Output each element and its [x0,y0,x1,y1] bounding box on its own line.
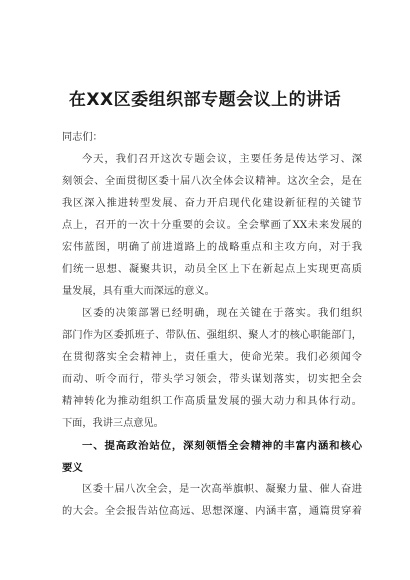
document-title: 在XX区委组织部专题会议上的讲话 [68,90,342,110]
paragraph-line: 区委的决策部署已经明确，现在关键在于落实。我们组织 [82,308,362,319]
paragraph-line: 们统一思想、凝聚共识，动员全区上下在新起点上实现更高质 [62,264,362,275]
salutation: 同志们： [62,132,103,143]
paragraph-line: 宏伟蓝图，明确了前进道路上的战略重点和主攻方向，对于我 [62,242,362,253]
paragraph-line: 今天，我们召开这次专题会议，主要任务是传达学习、深 [82,154,362,165]
section-heading-line: 要义 [62,462,83,474]
paragraph-line: 我区深入推进转型发展、奋力开启现代化建设新征程的关键节 [62,198,362,209]
paragraph-line: 在贯彻落实全会精神上，责任重大，使命光荣。我们必须闻令 [62,352,362,363]
paragraph-line: 区委十届八次全会，是一次高举旗帜、凝聚力量、催人奋进 [82,484,362,495]
paragraph-line: 部门作为区委抓班子、带队伍、强组织、聚人才的核心职能部门， [62,330,362,341]
document-body [62,122,362,523]
paragraph-line: 下面，我讲三点意见。 [62,418,164,429]
paragraph-line: 量发展，具有重大而深远的意义。 [62,286,215,297]
paragraph-line: 而动、听令而行，带头学习领会，带头谋划落实，切实把全会 [62,374,362,385]
paragraph-line: 刻领会、全面贯彻区委十届八次全体会议精神。这次全会，是在 [62,176,362,187]
paragraph-line: 精神转化为推动组织工作高质量发展的强大动力和具体行动。 [62,396,362,407]
paragraph-line: 的大会。全会报告站位高远、思想深邃、内涵丰富，通篇贯穿着 [62,506,362,517]
section-heading-line: 一、提高政治站位，深刻领悟全会精神的丰富内涵和核心 [82,440,362,452]
paragraph-line: 点上，召开的一次十分重要的会议。全会擘画了XX未来发展的 [62,220,362,231]
